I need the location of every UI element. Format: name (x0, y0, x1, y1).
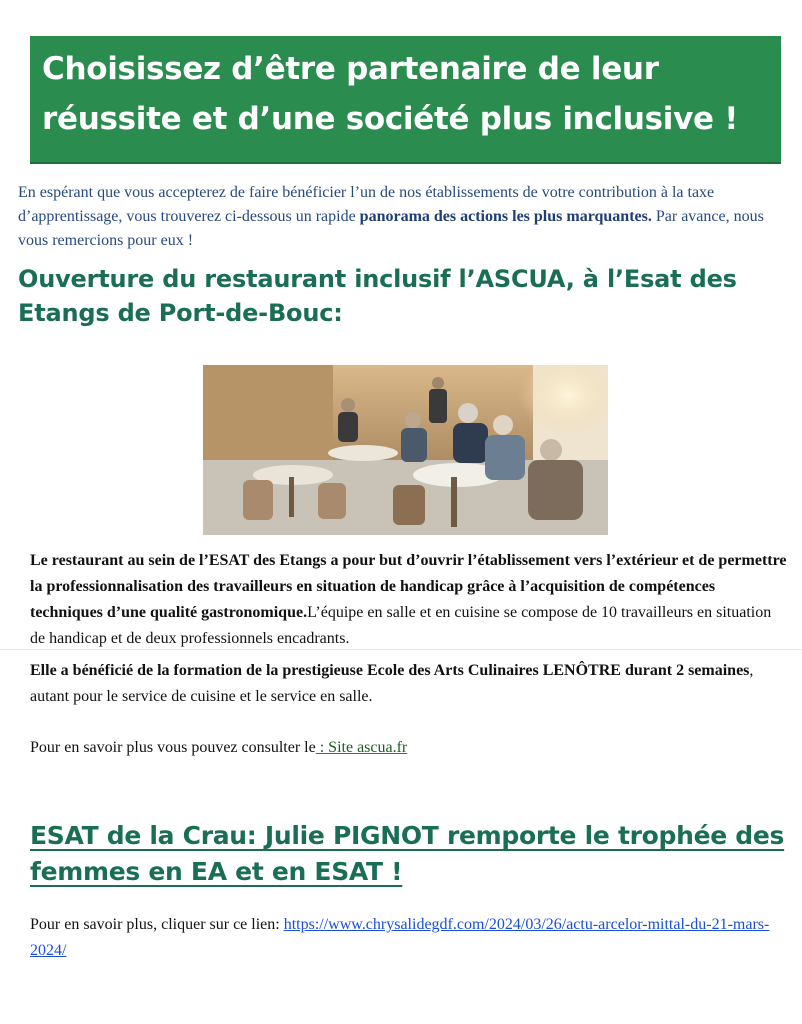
training-rest: , autant pour le service de cuisine et le service en salle. (30, 662, 754, 705)
intro-text-2: Par avance, nous vous remercions pour eux ! (18, 208, 764, 249)
banner-title: Choisissez d’être partenaire de leur réussite et d’une société plus inclusive ! (42, 51, 739, 137)
divider (0, 649, 802, 650)
restaurant-description (30, 548, 790, 652)
restaurant-description-rest: L’équipe en salle et en cuisine se compose de 10 travailleurs en situation de handicap et de deux professionnels encadrants. (30, 604, 772, 647)
restaurant-description-bold: Le restaurant au sein de l’ESAT des Etangs a pour but d’ouvrir l’établissement vers l’extérieur et de permettre la professionnalisation des travailleurs en situation de handicap grâce à l’acquisition de compétences techniques d’une qualité gastronomique. (30, 552, 787, 621)
article-link[interactable]: https://www.chrysalidegdf.com/2024/03/26/actu-arcelor-mittal-du-21-mars-2024/ (30, 916, 770, 959)
intro-paragraph (18, 181, 788, 253)
intro-bold-text: panorama des actions les plus marquantes. (359, 208, 652, 225)
training-bold: Elle a bénéficié de la formation de la prestigieuse Ecole des Arts Culinaires LENÔTRE durant 2 semaines (30, 662, 750, 679)
header-banner (30, 36, 781, 164)
more-info-text: Pour en savoir plus vous pouvez consulter le (30, 739, 316, 756)
ascua-site-link[interactable]: : Site ascua.fr (315, 739, 408, 756)
intro-text-1: En espérant que vous accepterez de faire bénéficier l’un de nos établissements de votre contribution à la taxe d’apprentissage, vous trouverez ci-dessous un rapide (18, 184, 715, 225)
section2-text: Pour en savoir plus, cliquer sur ce lien: (30, 916, 284, 933)
section2-heading: ESAT de la Crau: Julie PIGNOT remporte le trophée des femmes en EA et en ESAT ! (30, 821, 785, 886)
section2-paragraph (30, 912, 790, 964)
more-info-paragraph (30, 735, 790, 761)
restaurant-photo (203, 365, 608, 535)
section1-heading: Ouverture du restaurant inclusif l’ASCUA, à l’Esat des Etangs de Port-de-Bouc: (18, 265, 737, 327)
training-paragraph (30, 658, 790, 710)
